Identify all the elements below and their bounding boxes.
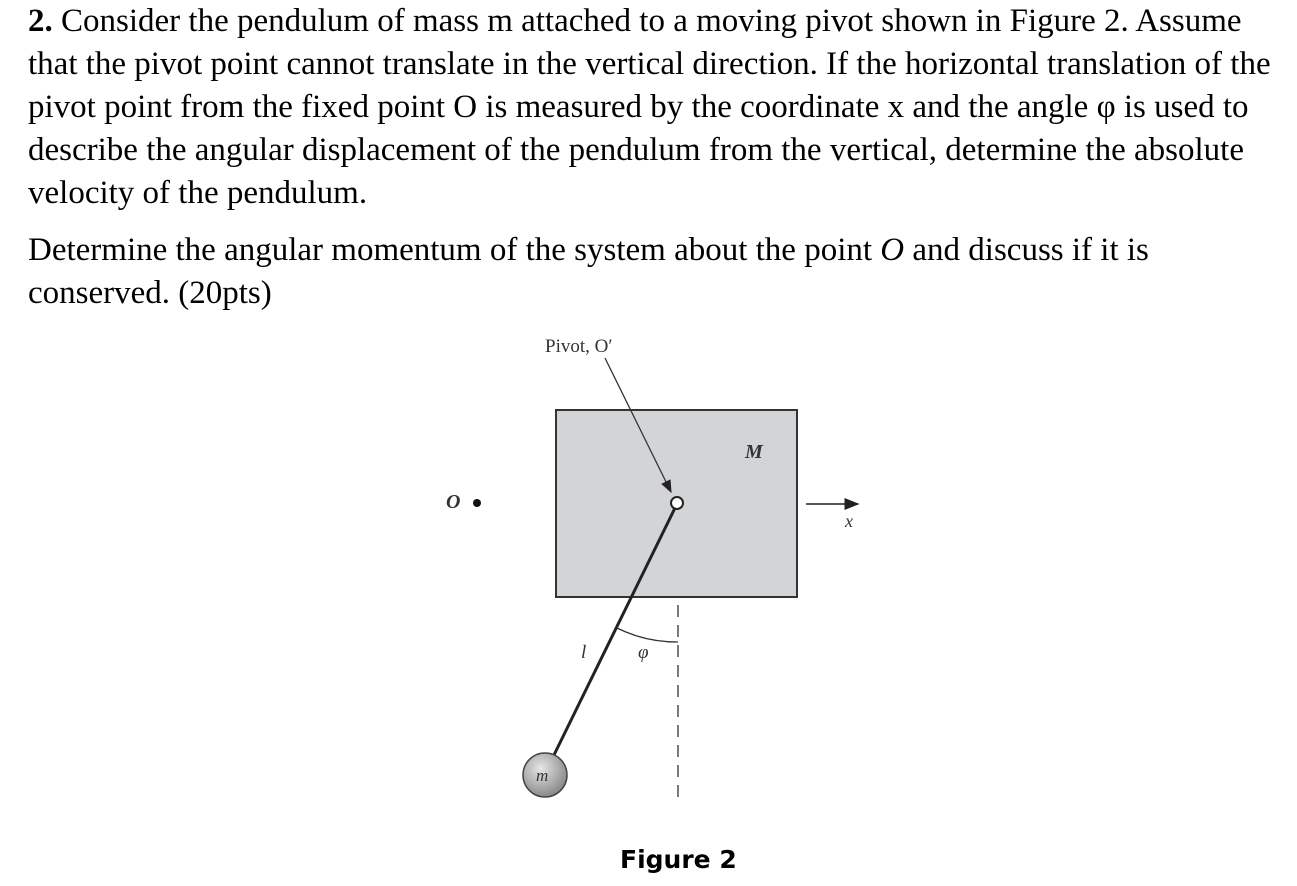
fixed-point-dot	[473, 499, 481, 507]
problem-text: Consider the pendulum of mass m attached to a moving pivot shown in Figure 2. Assume that the pivot point cannot translate in the vertical direction. If the horizontal translation of the pivot point from the fixed point O is measured by the coordinate x and the angle φ is used to describe the angular displacement of the pendulum from the vertical, determine the absolute velocity of the pendulum.	[28, 3, 1271, 211]
part2-text-b: and discuss if it is conserved. (20pts)	[28, 232, 1149, 311]
block-label: M	[745, 441, 763, 463]
fixed-point-label: O	[446, 491, 461, 513]
figure-caption: Figure 2	[620, 845, 737, 874]
length-label: l	[581, 642, 587, 663]
angle-arc	[617, 628, 678, 642]
problem-number: 2.	[28, 3, 53, 39]
pivot-label: Pivot, O′	[545, 336, 613, 357]
mass-label: m	[536, 766, 549, 785]
point-o: O	[880, 232, 905, 268]
part2-text-a: Determine the angular momentum of the system about the point	[28, 232, 881, 268]
angle-label: φ	[638, 642, 649, 663]
pivot-point	[671, 497, 683, 509]
x-label: x	[845, 511, 853, 531]
